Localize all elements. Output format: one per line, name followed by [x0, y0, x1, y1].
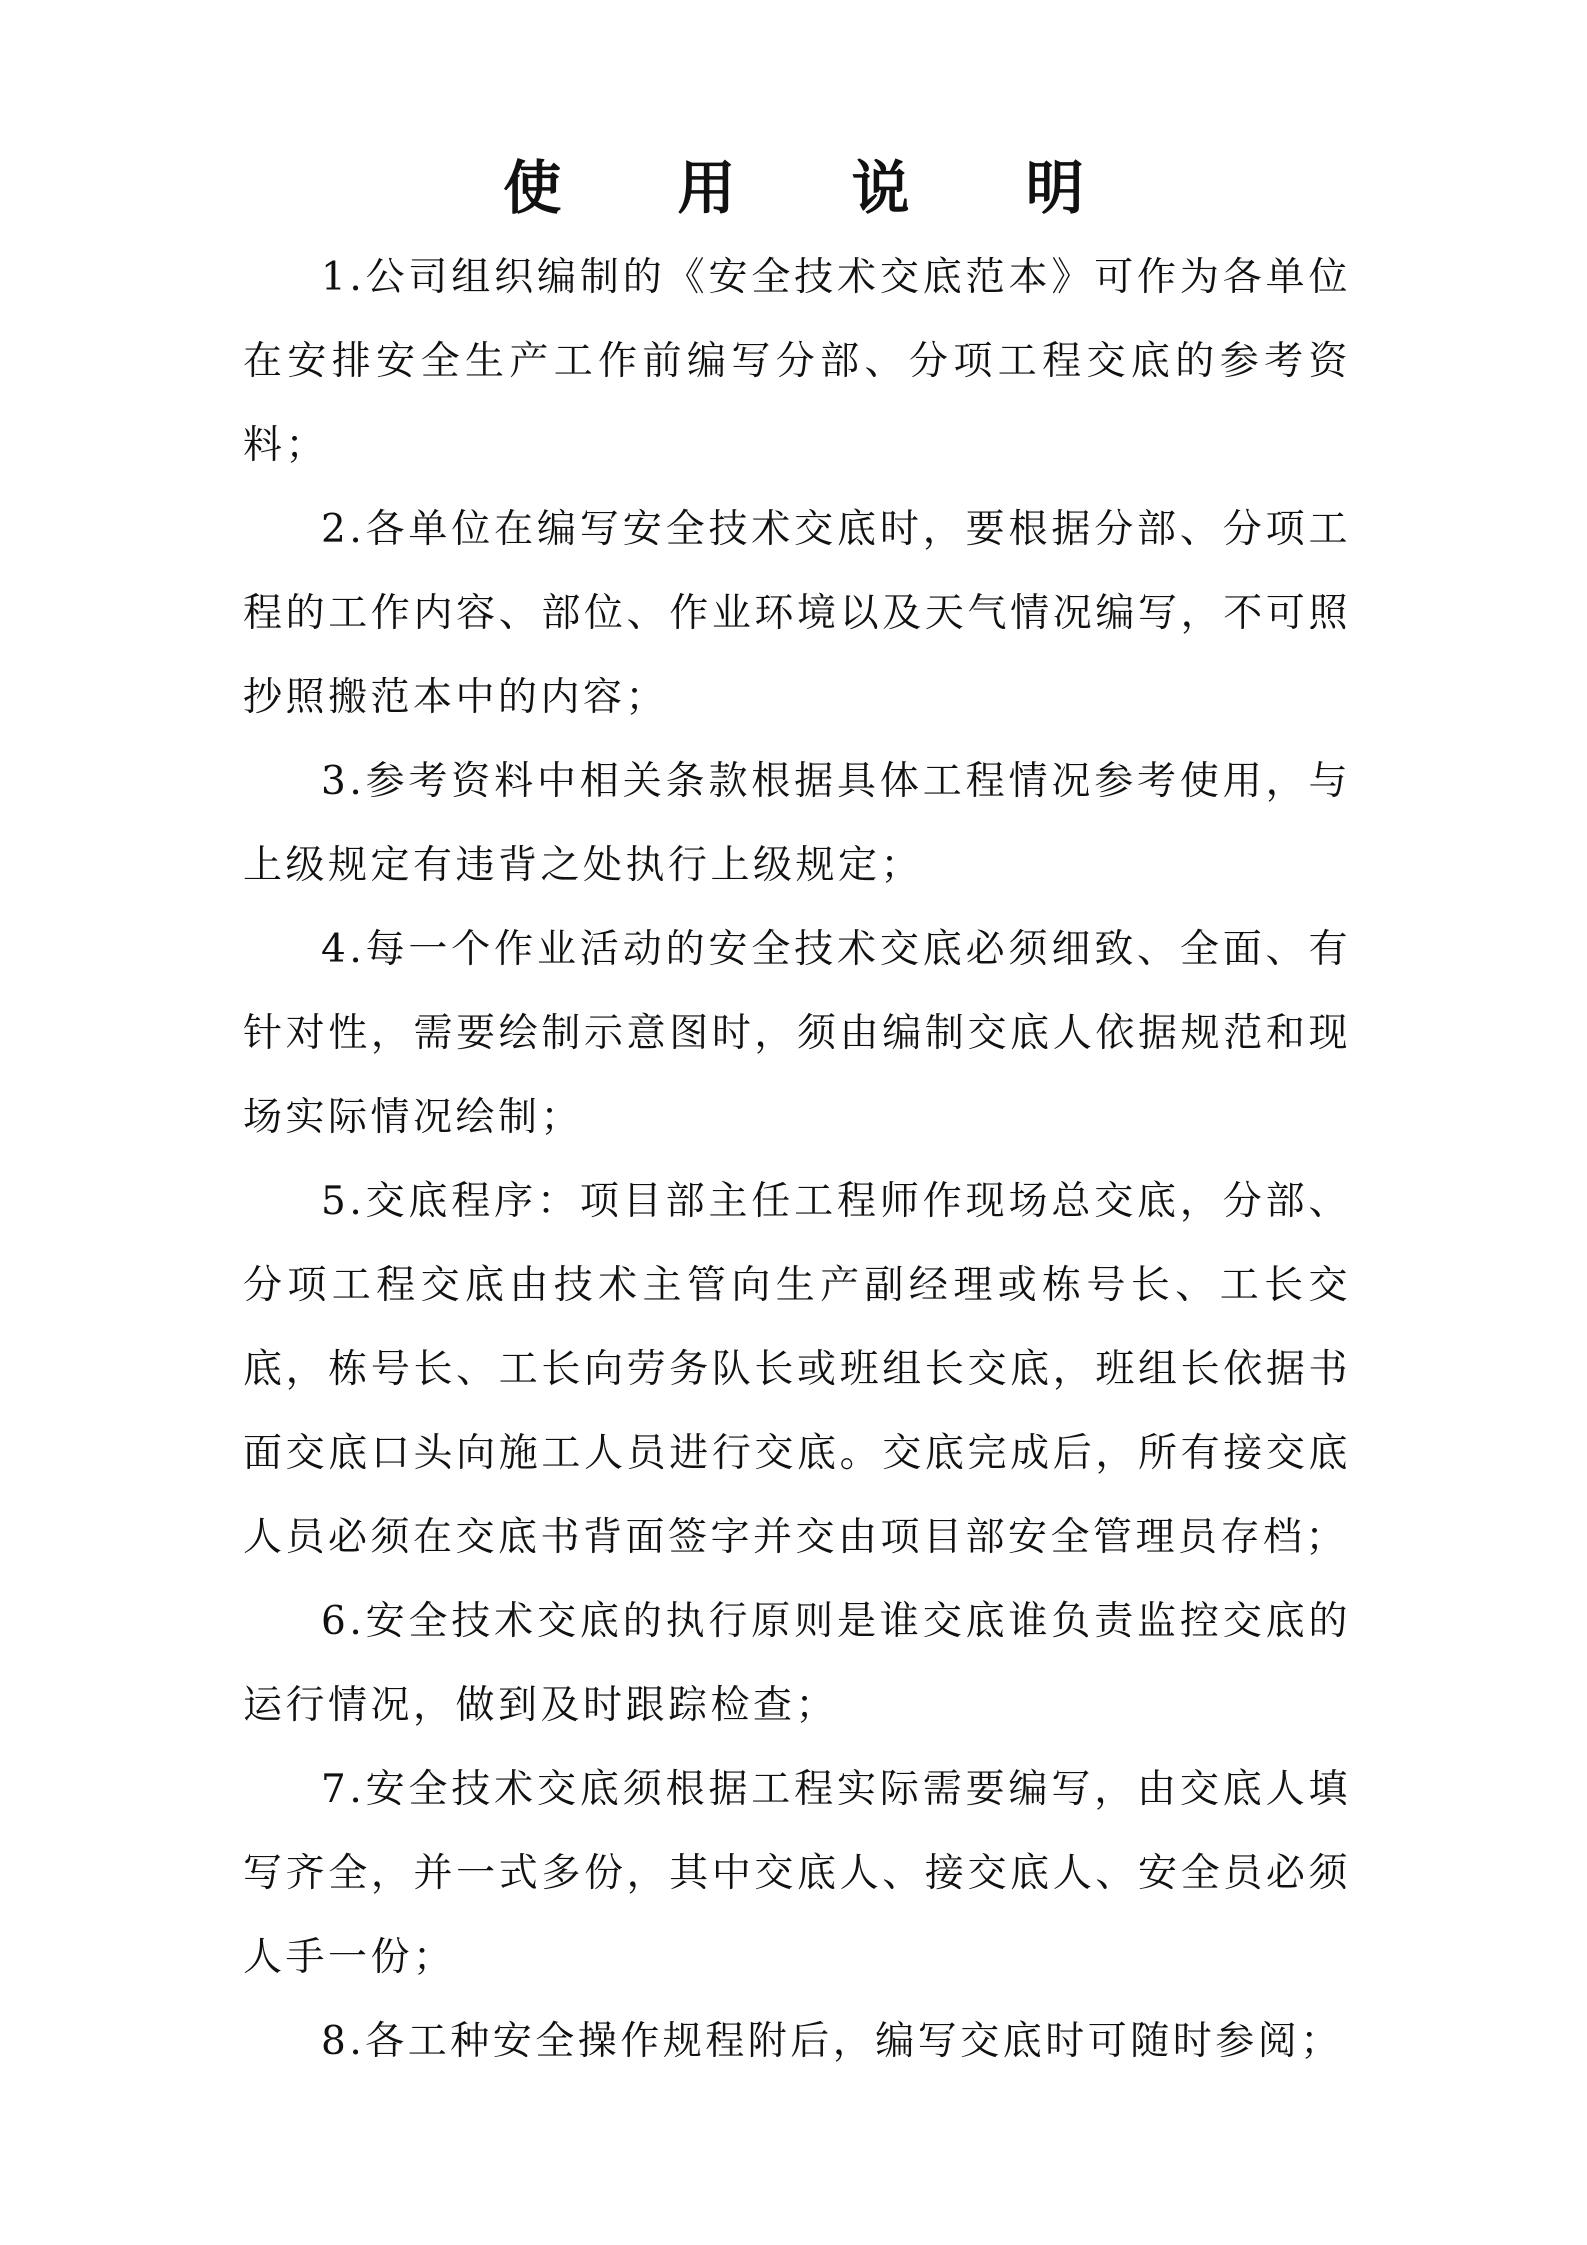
- instruction-item-6: 6.安全技术交底的执行原则是谁交底谁负责监控交底的运行情况，做到及时跟踪检查；: [243, 1599, 1351, 1728]
- instructions-body: [243, 236, 1351, 2084]
- instruction-item-3: 3.参考资料中相关条款根据具体工程情况参考使用，与上级规定有违背之处执行上级规定；: [243, 759, 1351, 888]
- page-title: 使 用 说 明: [503, 154, 1132, 222]
- instruction-item-4: 4.每一个作业活动的安全技术交底必须细致、全面、有针对性，需要绘制示意图时，须由编制交底人依据规范和现场实际情况绘制；: [243, 927, 1351, 1140]
- instruction-item-2: 2.各单位在编写安全技术交底时，要根据分部、分项工程的工作内容、部位、作业环境以及天气情况编写，不可照抄照搬范本中的内容；: [243, 507, 1351, 720]
- instruction-item-5: 5.交底程序：项目部主任工程师作现场总交底，分部、分项工程交底由技术主管向生产副经理或栋号长、工长交底，栋号长、工长向劳务队长或班组长交底，班组长依据书面交底口头向施工人员进行交底。交底完成后，所有接交底人员必须在交底书背面签字并交由项目部安全管理员存档；: [243, 1179, 1351, 1560]
- instruction-item-1: 1.公司组织编制的《安全技术交底范本》可作为各单位在安排安全生产工作前编写分部、分项工程交底的参考资料；: [243, 255, 1351, 468]
- instruction-item-7: 7.安全技术交底须根据工程实际需要编写，由交底人填写齐全，并一式多份，其中交底人、接交底人、安全员必须人手一份；: [243, 1767, 1351, 1980]
- instruction-item-8: 8.各工种安全操作规程附后，编写交底时可随时参阅；: [321, 2019, 1343, 2064]
